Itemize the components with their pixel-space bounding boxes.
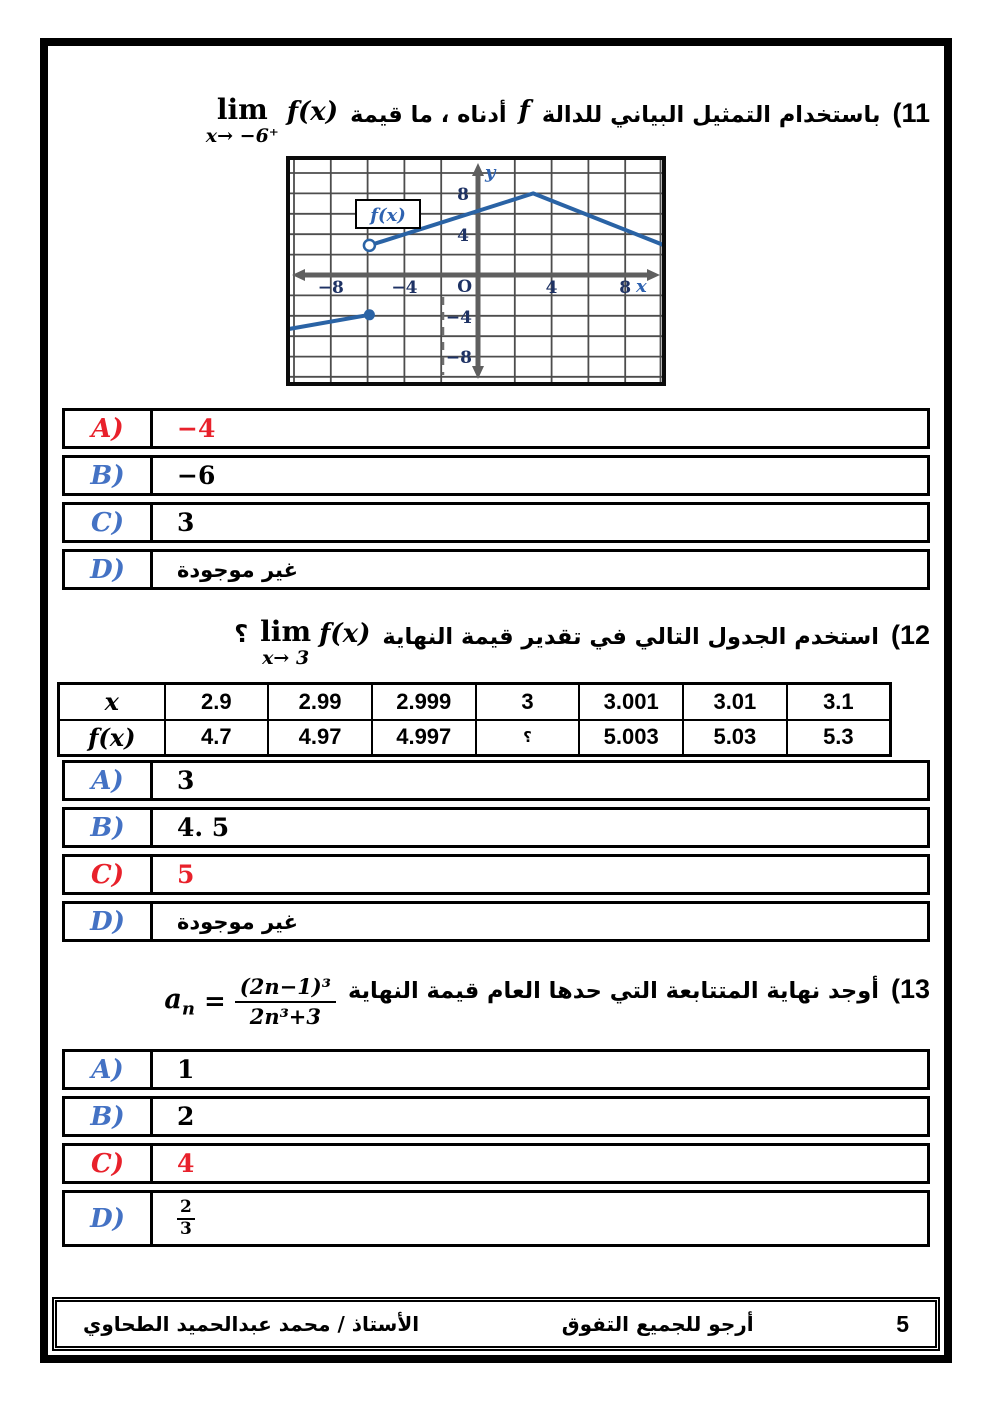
table-cell: 4.97 [268, 720, 372, 756]
table-cell: 4.7 [165, 720, 269, 756]
table-cell: 5.3 [787, 720, 891, 756]
table-cell: 3.1 [787, 684, 891, 720]
fraction-numerator: 2 [177, 1198, 195, 1221]
option-row-a [62, 1049, 930, 1090]
option-value: 3 [177, 766, 195, 795]
option-letter: C) [65, 857, 153, 892]
option-letter: B) [65, 1099, 153, 1134]
option-value [153, 1193, 927, 1244]
limit-subscript: x→ 3 [262, 647, 310, 669]
option-letter: D) [65, 904, 153, 939]
limit-expression [206, 94, 338, 146]
table-cell: 5.03 [683, 720, 787, 756]
question-number: (13 [890, 974, 930, 1004]
q12-data-table [57, 682, 892, 757]
option-value: 4 [177, 1149, 195, 1179]
option-value: 4. 5 [177, 813, 230, 842]
table-cell: 4.997 [372, 720, 476, 756]
y-tick-label: −8 [445, 348, 472, 368]
option-value: غير موجودة [177, 557, 298, 582]
q11-options [62, 408, 930, 590]
footer-page-number: 5 [896, 1310, 909, 1337]
y-axis-letter: y [485, 162, 496, 183]
graph-canvas [290, 160, 662, 382]
option-value: 5 [177, 860, 195, 889]
open-endpoint [364, 240, 375, 251]
option-row-c [62, 854, 930, 895]
function-symbol: f [518, 96, 530, 126]
option-value: −4 [177, 414, 216, 443]
limit-subscript: x→ −6⁺ [205, 125, 279, 147]
table-cell: 3 [476, 684, 580, 720]
option-row-a [62, 760, 930, 801]
x-tick-label: 8 [619, 278, 632, 298]
fraction-denominator: 3 [180, 1219, 192, 1240]
y-tick-label: 4 [457, 226, 469, 246]
option-letter: D) [65, 552, 153, 587]
limit-function: f(x) [286, 97, 339, 127]
option-fraction [177, 1198, 195, 1240]
row-header-fx: f(x) [59, 720, 165, 756]
y-tick-label: −4 [445, 308, 472, 328]
limit-expression [260, 616, 370, 668]
question-number: (12 [890, 620, 930, 650]
q11-header [48, 94, 944, 146]
option-value: 3 [177, 508, 195, 537]
table-cell: 3.001 [579, 684, 683, 720]
x-axis-letter: x [636, 276, 647, 297]
sequence-formula [164, 970, 336, 1029]
option-letter: D) [65, 1193, 153, 1244]
option-letter: B) [65, 458, 153, 493]
option-value: 1 [177, 1055, 195, 1085]
question-12 [48, 590, 944, 942]
table-cell: 3.01 [683, 684, 787, 720]
question-13 [48, 942, 944, 1247]
option-row-d [62, 901, 930, 942]
limit-operator: lim [260, 615, 312, 648]
x-tick-label: −8 [317, 278, 344, 298]
table-row-x [59, 684, 891, 720]
function-curve-left [290, 315, 369, 329]
option-value: −6 [177, 461, 216, 490]
option-row-b [62, 1096, 930, 1137]
table-cell-unknown: ؟ [476, 720, 580, 756]
q13-header [48, 970, 944, 1029]
question-text: باستخدام التمثيل البياني للدالة [541, 102, 881, 128]
limit-operator: lim [216, 93, 268, 126]
q12-options [62, 760, 930, 942]
option-row-c [62, 502, 930, 543]
option-letter: A) [65, 1052, 153, 1087]
question-number: (11 [892, 98, 930, 128]
option-value: غير موجودة [177, 909, 298, 934]
option-row-d [62, 1190, 930, 1247]
y-tick-label: 8 [457, 185, 469, 205]
option-letter: A) [65, 411, 153, 446]
table-cell: 2.9 [165, 684, 269, 720]
option-row-c [62, 1143, 930, 1184]
option-letter: C) [65, 1146, 153, 1181]
option-letter: A) [65, 763, 153, 798]
x-tick-label: −4 [391, 278, 418, 298]
fraction-denominator: 2n³+3 [249, 1004, 322, 1030]
question-text: أدناه ، ما قيمة [350, 102, 507, 128]
footer-teacher-name: الأستاذ / محمد عبدالحميد الطحاوي [83, 1312, 420, 1336]
question-text: استخدم الجدول التالي في تقدير قيمة النهاية [382, 624, 879, 650]
fraction-numerator: (2n−1)³ [235, 974, 336, 1003]
function-graph [286, 156, 666, 386]
row-header-x: x [59, 684, 165, 720]
q13-options [62, 1049, 930, 1247]
table-row-fx [59, 720, 891, 756]
equals-sign: = [203, 986, 226, 1017]
option-value: 2 [177, 1102, 195, 1132]
option-row-b [62, 455, 930, 496]
option-row-a [62, 408, 930, 449]
option-row-b [62, 807, 930, 848]
option-letter: B) [65, 810, 153, 845]
option-letter: C) [65, 505, 153, 540]
footer-center-text: أرجو للجميع التفوق [561, 1312, 754, 1336]
table-cell: 2.99 [268, 684, 372, 720]
question-text: أوجد نهاية المتتابعة التي حدها العام قيمة النهاية [347, 978, 879, 1004]
formula-fraction [235, 974, 336, 1029]
closed-endpoint [364, 309, 375, 320]
function-label: f(x) [370, 205, 406, 226]
option-row-d [62, 549, 930, 590]
limit-function: f(x) [319, 619, 371, 649]
origin-label: O [457, 277, 472, 297]
question-mark: ؟ [234, 620, 249, 648]
page-footer [52, 1297, 940, 1351]
q12-header [48, 616, 944, 668]
table-cell: 2.999 [372, 684, 476, 720]
worksheet-sheet [40, 38, 952, 1363]
x-tick-label: 4 [545, 278, 558, 298]
formula-lhs: $a_n$ [164, 983, 195, 1020]
table-cell: 5.003 [579, 720, 683, 756]
question-11 [48, 46, 944, 590]
